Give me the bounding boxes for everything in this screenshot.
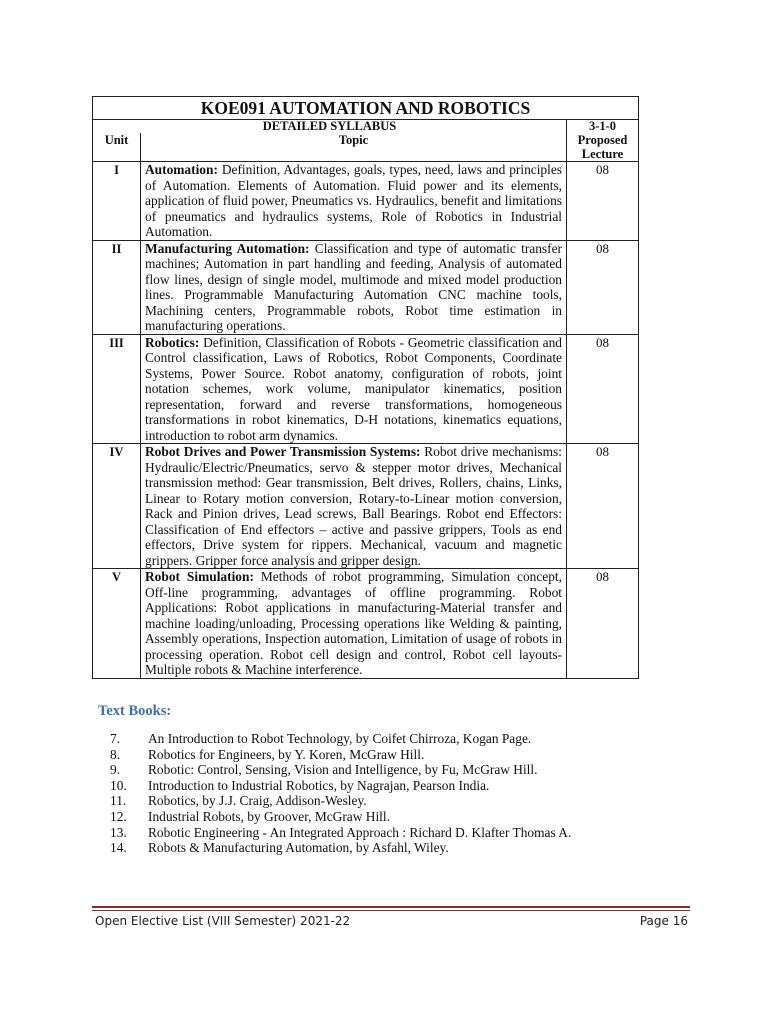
table-row	[93, 240, 639, 334]
book-title: Introduction to Industrial Robotics, by Nagrajan, Pearson India.	[148, 777, 490, 793]
unit-number: III	[93, 334, 141, 444]
list-item	[110, 731, 630, 747]
book-number: 9.	[110, 762, 121, 778]
list-item	[110, 840, 630, 856]
footer-page-number: Page 16	[639, 914, 688, 928]
lecture-count: 08	[567, 240, 639, 334]
subtitle-row	[93, 120, 639, 134]
list-item	[110, 793, 630, 809]
topic-title: Manufacturing Automation:	[145, 240, 310, 256]
unit-rows	[93, 162, 639, 679]
footer-rule-thin	[92, 910, 690, 911]
book-number: 13.	[110, 824, 127, 840]
topic-text	[141, 162, 567, 241]
book-number: 12.	[110, 808, 127, 824]
book-title: Robotics for Engineers, by Y. Koren, McGraw Hill.	[148, 746, 425, 762]
text-books-list	[110, 731, 630, 856]
list-item	[110, 747, 630, 763]
unit-number: I	[93, 162, 141, 241]
topic-body: Definition, Classification of Robots - Geometric classification and Control classification, Laws of Robotics, Robot Components, Coordinate Systems, Power Source. Robot anatomy, configuration of robots, joint notation schemes, work volume, manipulator kinematics, position representation, forward and reverse transformations, homogeneous transformations in robot kinematics, D-H notations, kinematics equations, introduction to robot arm dynamics.	[145, 334, 562, 443]
topic-text	[141, 444, 567, 569]
lecture-count: 08	[567, 162, 639, 241]
list-item	[110, 825, 630, 841]
book-title: Robotic Engineering - An Integrated Approach : Richard D. Klafter Thomas A.	[148, 824, 572, 840]
lecture-count: 08	[567, 444, 639, 569]
table-row	[93, 444, 639, 569]
book-number: 11.	[110, 793, 127, 809]
topic-header: Topic	[141, 133, 567, 162]
topic-title: Robotics:	[145, 334, 200, 350]
footer-document-title: Open Elective List (VIII Semester) 2021-22	[95, 914, 351, 928]
book-title: Robotic: Control, Sensing, Vision and Intelligence, by Fu, McGraw Hill.	[148, 762, 538, 778]
topic-text	[141, 569, 567, 679]
lecture-count: 08	[567, 569, 639, 679]
book-title: Robotics, by J.J. Craig, Addison-Wesley.	[148, 793, 367, 809]
book-title: An Introduction to Robot Technology, by Coifet Chirroza, Kogan Page.	[148, 731, 532, 746]
book-number: 8.	[110, 746, 121, 762]
book-title: Robots & Manufacturing Automation, by Asfahl, Wiley.	[148, 840, 449, 856]
book-number: 7.	[110, 731, 121, 746]
topic-body: Robot drive mechanisms: Hydraulic/Electric/Pneumatics, servo & stepper motor drives, Mechanical transmission method: Gear transmission, Belt drives, Rollers, chains, Links, Linear to Rotary motion conversion, Rotary-to-Linear motion conversion, Rack and Pinion drives, Lead screws, Ball Bearings. Robot end Effectors: Classification of End effectors – active and passive grippers, Tools as end effectors, Drive system for rippers. Mechanical, vacuum and magnetic grippers. Gripper force analysis and gripper design.	[145, 444, 562, 568]
topic-text	[141, 334, 567, 444]
credits-label: 3-1-0	[567, 120, 639, 134]
table-row	[93, 334, 639, 444]
detailed-syllabus-label: DETAILED SYLLABUS	[93, 120, 567, 134]
table-row	[93, 162, 639, 241]
topic-title: Automation:	[145, 162, 218, 177]
unit-header: Unit	[93, 133, 141, 162]
topic-body: Definition, Advantages, goals, types, need, laws and principles of Automation. Elements of Automation. Fluid power and its elements, application of fluid power, Pneumatics vs. Hydraulics, benefit and limitations of pneumatics and hydraulics systems, Role of Robotics in Industrial Automation.	[145, 162, 562, 239]
book-number: 10.	[110, 777, 127, 793]
book-number: 14.	[110, 840, 127, 856]
book-title: Industrial Robots, by Groover, McGraw Hill.	[148, 808, 390, 824]
topic-title: Robot Simulation:	[145, 569, 254, 584]
unit-number: V	[93, 569, 141, 679]
course-title: KOE091 AUTOMATION AND ROBOTICS	[93, 97, 639, 120]
topic-body: Methods of robot programming, Simulation concept, Off-line programming, advantages of offline programming. Robot Applications: Robot applications in manufacturing-Material transfer and machine loading/unloading, Processing operations like Welding & painting, Assembly operations, Inspection automation, Limitation of usage of robots in processing operation. Robot cell design and control, Robot cell layouts-Multiple robots & Machine interference.	[145, 569, 562, 677]
syllabus-table	[92, 96, 639, 679]
title-row	[93, 97, 639, 120]
unit-number: IV	[93, 444, 141, 569]
lecture-count: 08	[567, 334, 639, 444]
topic-title: Robot Drives and Power Transmission Systems:	[145, 444, 421, 459]
text-books-heading: Text Books:	[98, 703, 172, 719]
list-item	[110, 809, 630, 825]
unit-number: II	[93, 240, 141, 334]
list-item	[110, 762, 630, 778]
list-item	[110, 778, 630, 794]
header-row	[93, 133, 639, 162]
footer-rule-thick	[92, 906, 690, 908]
topic-body: Classification and type of automatic transfer machines; Automation in part handling and feeding, Analysis of automated flow lines, design of single model, multimode and mixed model production lines. Programmable Manufacturing Automation CNC machine tools, Machining centers, Programmable robots, Robot time estimation in manufacturing operations.	[145, 240, 562, 333]
table-row	[93, 569, 639, 679]
topic-text	[141, 240, 567, 334]
lecture-header: Proposed Lecture	[567, 133, 639, 162]
